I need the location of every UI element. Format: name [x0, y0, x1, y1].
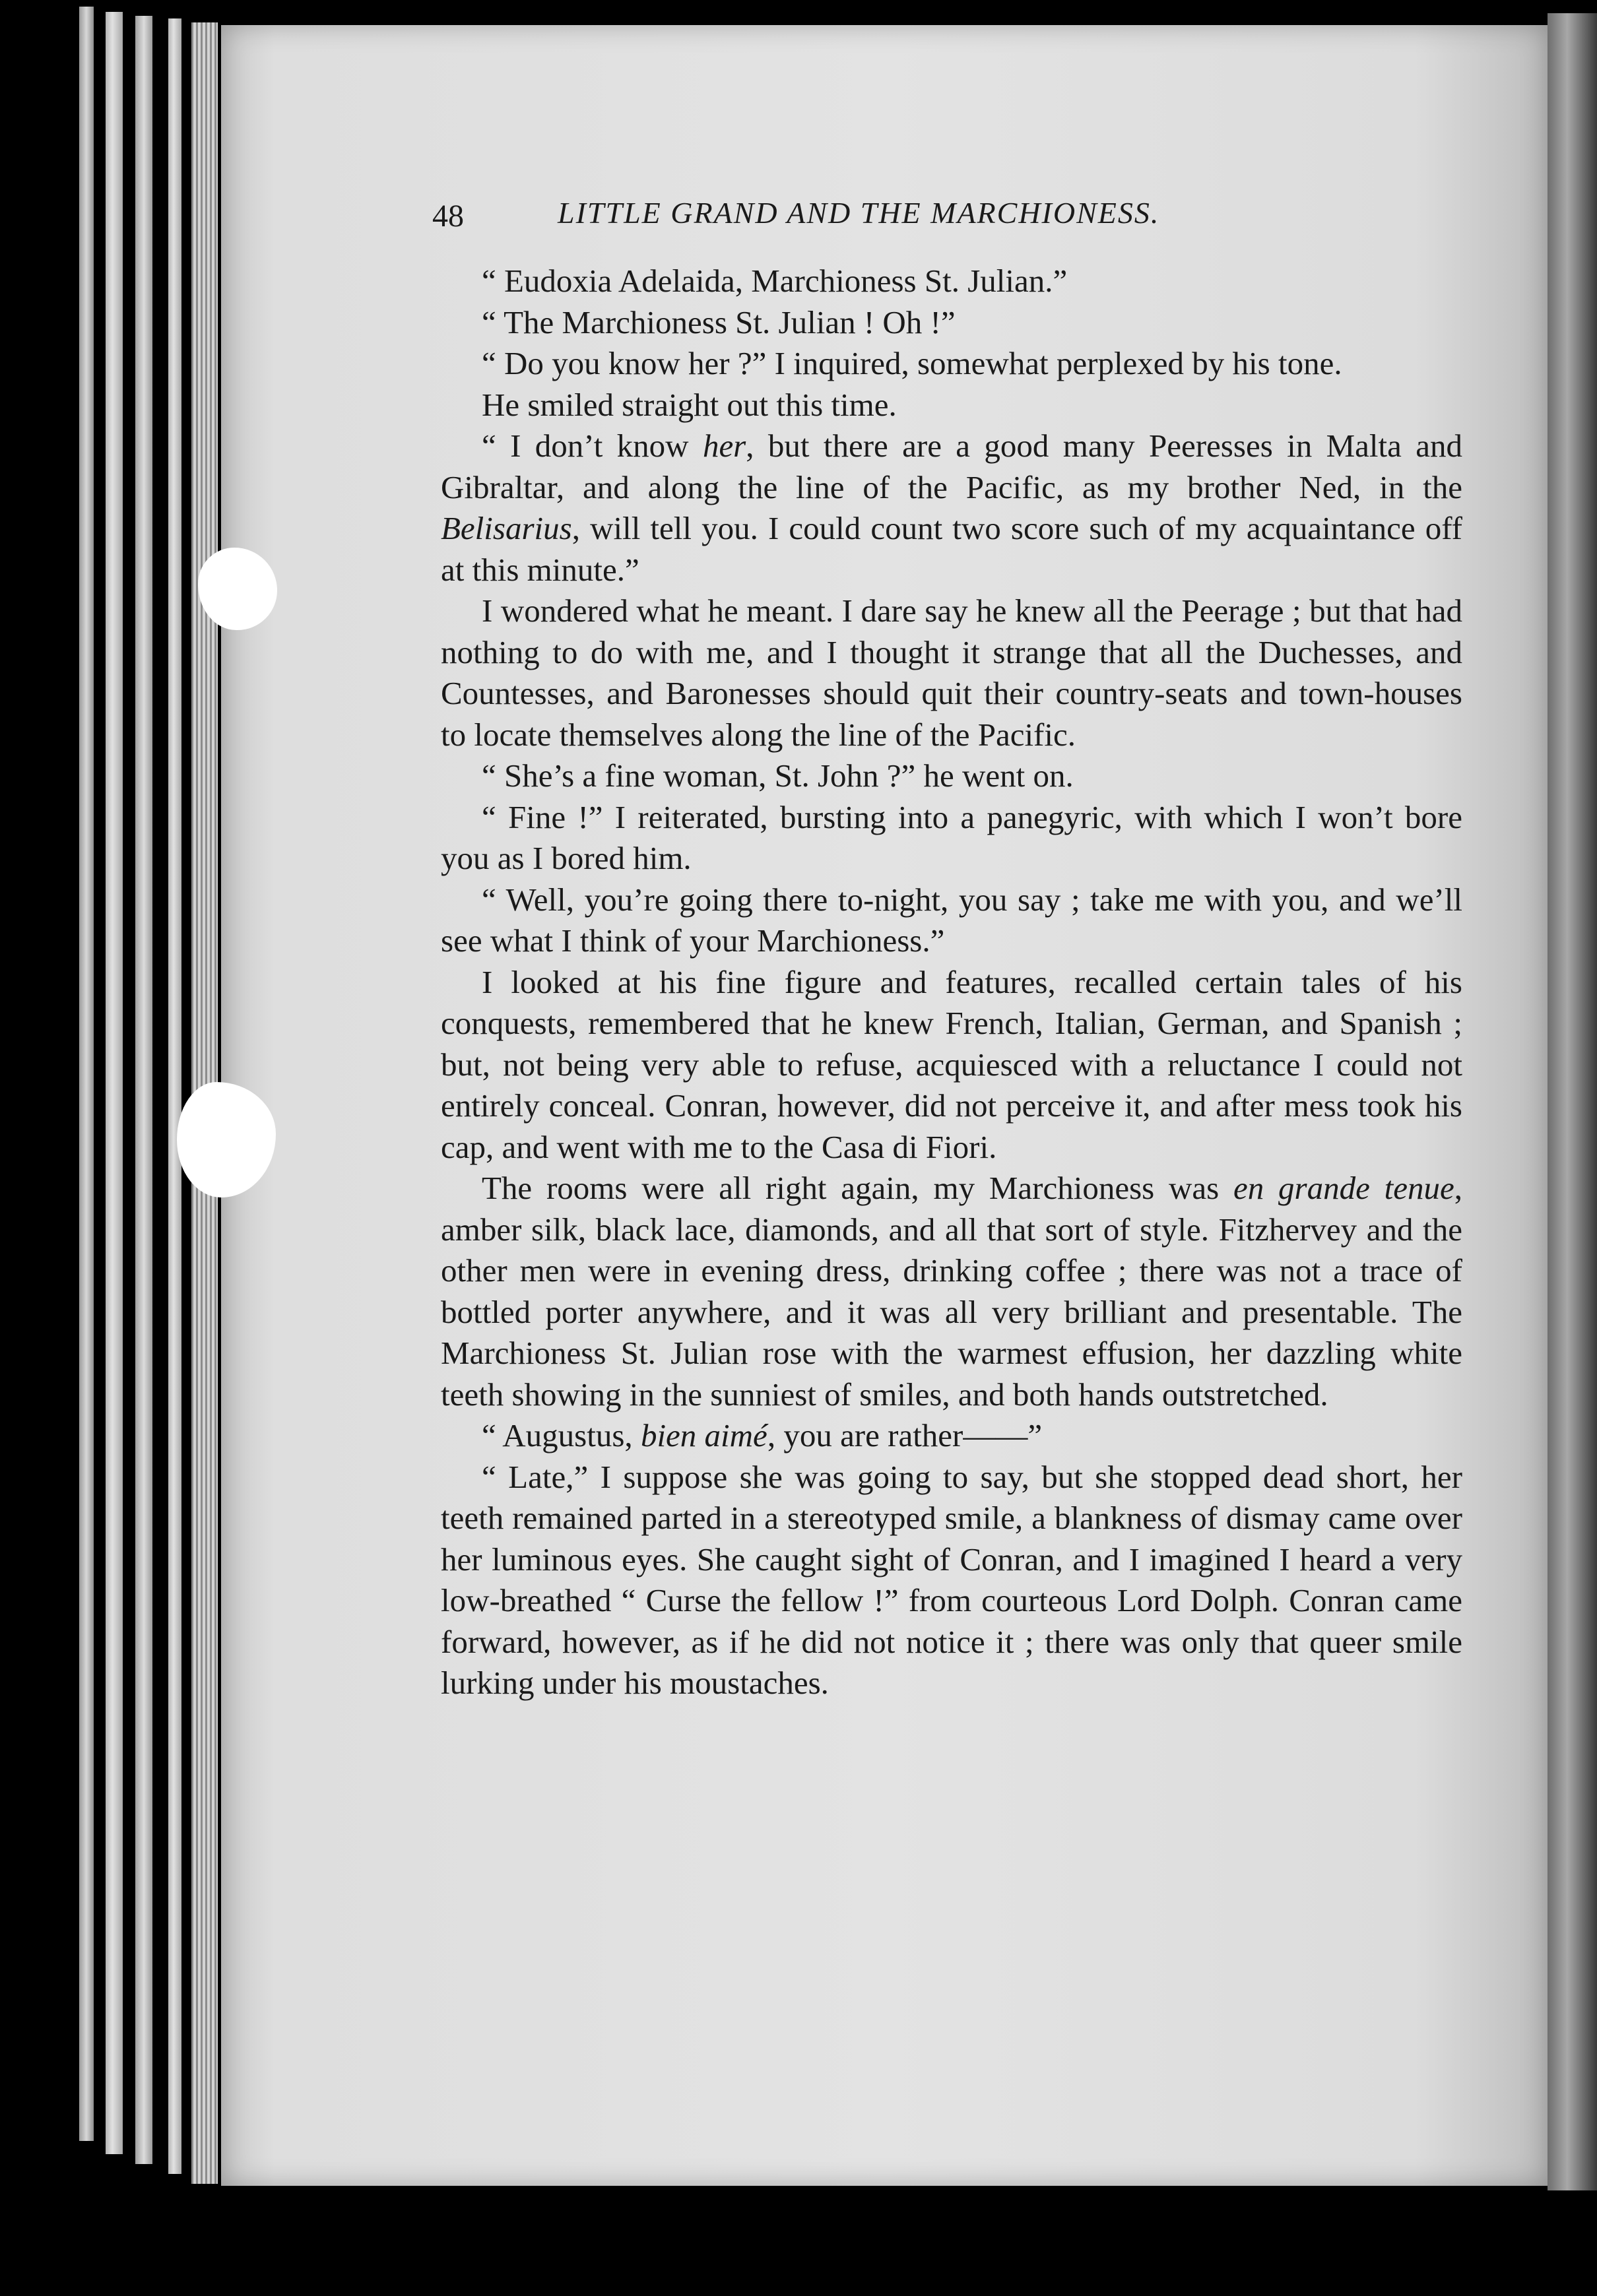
page-edge — [168, 18, 181, 2174]
text-run: , you are rather——” — [767, 1417, 1043, 1453]
italic-run: en grande tenue — [1233, 1170, 1454, 1206]
paragraph — [441, 590, 1462, 755]
text-run: “ Eudoxia Adelaida, Marchioness St. Julian.” — [482, 263, 1068, 299]
paragraph — [441, 1457, 1462, 1704]
italic-run: her — [702, 428, 746, 464]
body-text — [441, 261, 1462, 1704]
text-run: , but there are a good many Peeresses in Malta and Gibraltar, and along the line of the Pacific, as my brother Ned, in the — [441, 428, 1462, 505]
page-edge — [79, 7, 94, 2141]
text-run: I looked at his fine figure and features, recalled certain tales of his conquests, remembered that he knew French, Italian, German, and Spanish ; but, not being very able to refuse, acquiesced with a reluctance I could not entirely conceal. Conran, however, did not perceive it, and after mess took his cap, and went with me to the Casa di Fiori. — [441, 963, 1462, 1165]
paragraph — [441, 302, 1462, 344]
paragraph — [441, 879, 1462, 962]
text-run: , amber silk, black lace, diamonds, and all that sort of style. Fitzhervey and the other men were in evening dress, drinking coffee ; there was not a trace of bottled porter anywhere, and it was all very brilliant and presentable. The Marchioness St. Julian rose with the warmest effusion, her dazzling white teeth showing in the sunniest of smiles, and both hands outstretched. — [441, 1170, 1462, 1413]
text-run: “ Fine !” I reiterated, bursting into a panegyric, with which I won’t bore you as I bored him. — [441, 798, 1462, 876]
paragraph — [441, 1168, 1462, 1415]
binding-gutter — [1548, 13, 1597, 2190]
page-edge — [135, 16, 152, 2164]
paragraph — [441, 962, 1462, 1168]
text-run: The rooms were all right again, my Marchioness was — [482, 1170, 1233, 1206]
text-run: “ She’s a fine woman, St. John ?” he went on. — [482, 757, 1074, 794]
text-run: “ Late,” I suppose she was going to say, but she stopped dead short, her teeth remained parted in a stereotyped smile, a blankness of dismay came over her luminous eyes. She caught sight of Conran, and I imagined I heard a very low-breathed “ Curse the fellow !” from courteous Lord Dolph. Conran came forward, however, as if he did not notice it ; there was only that queer smile lurking under his moustaches. — [441, 1458, 1462, 1701]
paragraph — [441, 1415, 1462, 1457]
paragraph — [441, 261, 1462, 302]
text-run: “ Do you know her ?” I inquired, somewhat perplexed by his tone. — [482, 345, 1342, 381]
text-run: “ I don’t know — [482, 428, 703, 464]
text-run: “ The Marchioness St. Julian ! Oh !” — [482, 303, 956, 340]
text-run: He smiled straight out this time. — [482, 386, 897, 423]
text-run: I wondered what he meant. I dare say he knew all the Peerage ; but that had nothing to do with me, and I thought it strange that all the Duchesses, and Countesses, and Baronesses should quit their country-seats and town-houses to locate themselves along the line of the Pacific. — [441, 592, 1462, 753]
page-edge — [106, 12, 123, 2154]
italic-run: bien aimé — [640, 1417, 767, 1453]
text-run: “ Well, you’re going there to-night, you say ; take me with you, and we’ll see what I think of your Marchioness.” — [441, 881, 1462, 959]
page-header — [432, 193, 1350, 239]
paragraph — [441, 755, 1462, 797]
running-head: LITTLE GRAND AND THE MARCHIONESS. — [558, 196, 1160, 230]
paragraph — [441, 385, 1462, 426]
paragraph — [441, 343, 1462, 385]
text-run: “ Augustus, — [482, 1417, 641, 1453]
paragraph — [441, 797, 1462, 879]
text-run: , will tell you. I could count two score such of my acquaintance off at this minute.” — [441, 510, 1462, 588]
paragraph — [441, 426, 1462, 590]
page-number: 48 — [432, 199, 464, 234]
italic-run: Belisarius — [441, 510, 572, 546]
